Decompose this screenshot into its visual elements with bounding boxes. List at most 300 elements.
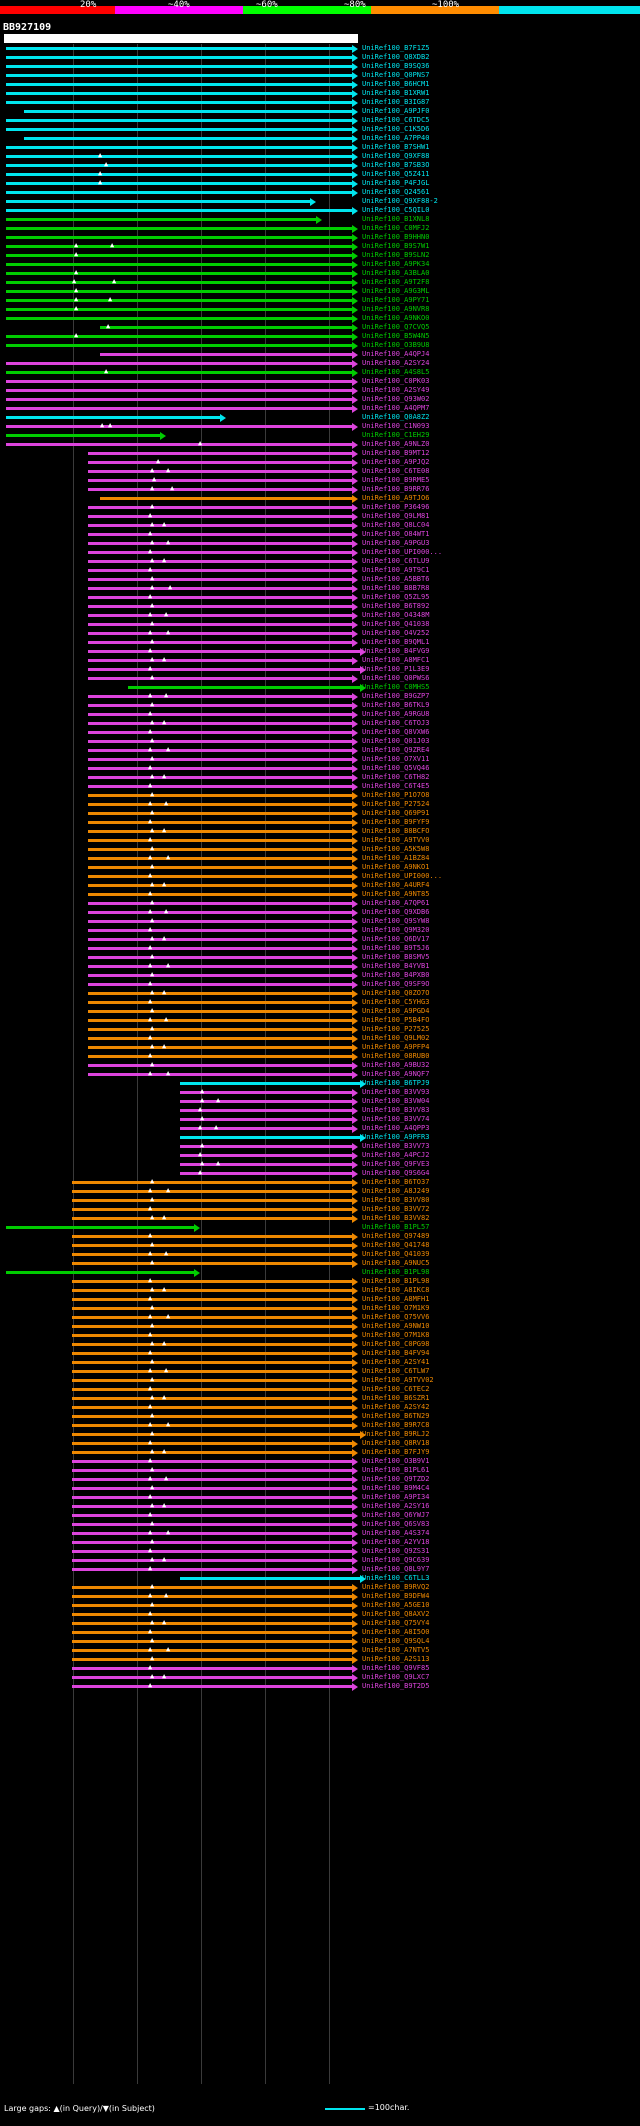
hit-row[interactable] xyxy=(0,1655,640,1664)
hit-row[interactable] xyxy=(0,1556,640,1565)
hit-row[interactable] xyxy=(0,1070,640,1079)
hit-label[interactable]: UniRef100_A9T9C1 xyxy=(362,566,430,574)
hit-label[interactable]: UniRef100_A4S374 xyxy=(362,1529,430,1537)
hit-row[interactable] xyxy=(0,71,640,80)
hit-row[interactable] xyxy=(0,1304,640,1313)
hit-label[interactable]: UniRef100_C6TDC5 xyxy=(362,116,430,124)
hit-label[interactable]: UniRef100_Q9SF9O xyxy=(362,980,430,988)
hit-row[interactable] xyxy=(0,152,640,161)
hit-label[interactable]: UniRef100_Q6DV17 xyxy=(362,935,430,943)
hit-row[interactable] xyxy=(0,1403,640,1412)
hit-label[interactable]: UniRef100_Q9SYW8 xyxy=(362,917,430,925)
hit-label[interactable]: UniRef100_Q9LXC7 xyxy=(362,1673,430,1681)
hit-row[interactable] xyxy=(0,1430,640,1439)
hit-label[interactable]: UniRef100_C6TE08 xyxy=(362,467,430,475)
hit-row[interactable] xyxy=(0,1187,640,1196)
hit-label[interactable]: UniRef100_A9TJO6 xyxy=(362,494,430,502)
hit-row[interactable] xyxy=(0,827,640,836)
hit-label[interactable]: UniRef100_A9NQF7 xyxy=(362,1070,430,1078)
hit-label[interactable]: UniRef100_B8BCFO xyxy=(362,827,430,835)
hit-row[interactable] xyxy=(0,1133,640,1142)
hit-row[interactable] xyxy=(0,1079,640,1088)
hit-row[interactable] xyxy=(0,161,640,170)
hit-label[interactable]: UniRef100_A7QP61 xyxy=(362,899,430,907)
hit-label[interactable]: UniRef100_A9NKO0 xyxy=(362,314,430,322)
hit-row[interactable] xyxy=(0,296,640,305)
hit-label[interactable]: UniRef100_O4348M xyxy=(362,611,430,619)
hit-label[interactable]: UniRef100_O3B9V1 xyxy=(362,1457,430,1465)
hit-label[interactable]: UniRef100_A4QPJ4 xyxy=(362,350,430,358)
hit-row[interactable] xyxy=(0,1034,640,1043)
hit-label[interactable]: UniRef100_Q8XDB2 xyxy=(362,53,430,61)
hit-row[interactable] xyxy=(0,557,640,566)
hit-label[interactable]: UniRef100_B6SZR1 xyxy=(362,1394,430,1402)
hit-label[interactable]: UniRef100_Q41039 xyxy=(362,1250,430,1258)
hit-row[interactable] xyxy=(0,1529,640,1538)
hit-row[interactable] xyxy=(0,323,640,332)
hit-label[interactable]: UniRef100_A2SY41 xyxy=(362,1358,430,1366)
hit-row[interactable] xyxy=(0,1394,640,1403)
hit-row[interactable] xyxy=(0,332,640,341)
hit-row[interactable] xyxy=(0,458,640,467)
hit-row[interactable] xyxy=(0,881,640,890)
hit-label[interactable]: UniRef100_B8B7R8 xyxy=(362,584,430,592)
hit-row[interactable] xyxy=(0,1475,640,1484)
hit-label[interactable]: UniRef100_B1PL61 xyxy=(362,1466,430,1474)
hit-row[interactable] xyxy=(0,953,640,962)
hit-row[interactable] xyxy=(0,1169,640,1178)
hit-label[interactable]: UniRef100_B3VW04 xyxy=(362,1097,430,1105)
hit-row[interactable] xyxy=(0,1583,640,1592)
hit-row[interactable] xyxy=(0,512,640,521)
hit-label[interactable]: UniRef100_A4QPP3 xyxy=(362,1124,430,1132)
hit-label[interactable]: UniRef100_O7XV11 xyxy=(362,755,430,763)
hit-row[interactable] xyxy=(0,1061,640,1070)
hit-label[interactable]: UniRef100_B8SMV5 xyxy=(362,953,430,961)
hit-label[interactable]: UniRef100_C0PG98 xyxy=(362,1340,430,1348)
hit-label[interactable]: UniRef100_Q8L9Y7 xyxy=(362,1565,430,1573)
hit-label[interactable]: UniRef100_Q0PNS7 xyxy=(362,71,430,79)
hit-label[interactable]: UniRef100_Q9M320 xyxy=(362,926,430,934)
hit-row[interactable] xyxy=(0,1367,640,1376)
hit-label[interactable]: UniRef100_C1N093 xyxy=(362,422,430,430)
hit-row[interactable] xyxy=(0,359,640,368)
hit-row[interactable] xyxy=(0,1511,640,1520)
hit-label[interactable]: UniRef100_Q41748 xyxy=(362,1241,430,1249)
hit-label[interactable]: UniRef100_B9T2D5 xyxy=(362,1682,430,1690)
hit-label[interactable]: UniRef100_C6TLU9 xyxy=(362,557,430,565)
hit-label[interactable]: UniRef100_Q93W02 xyxy=(362,395,430,403)
hit-label[interactable]: UniRef100_A9NVR8 xyxy=(362,305,430,313)
hit-label[interactable]: UniRef100_A5GE10 xyxy=(362,1601,430,1609)
hit-row[interactable] xyxy=(0,575,640,584)
hit-label[interactable]: UniRef100_Q5Z411 xyxy=(362,170,430,178)
hit-label[interactable]: UniRef100_B9FYF9 xyxy=(362,818,430,826)
hit-label[interactable]: UniRef100_Q75VY4 xyxy=(362,1619,430,1627)
hit-row[interactable] xyxy=(0,89,640,98)
hit-label[interactable]: UniRef100_B9RVQ2 xyxy=(362,1583,430,1591)
hit-label[interactable]: UniRef100_A8MFC1 xyxy=(362,656,430,664)
hit-row[interactable] xyxy=(0,1205,640,1214)
hit-row[interactable] xyxy=(0,188,640,197)
hit-row[interactable] xyxy=(0,899,640,908)
hit-row[interactable] xyxy=(0,1601,640,1610)
hit-label[interactable]: UniRef100_B1PL98 xyxy=(362,1277,430,1285)
hit-label[interactable]: UniRef100_A9NKO1 xyxy=(362,863,430,871)
hit-label[interactable]: UniRef100_P36496 xyxy=(362,503,430,511)
hit-row[interactable] xyxy=(0,449,640,458)
hit-label[interactable]: UniRef100_A2SY42 xyxy=(362,1403,430,1411)
hit-row[interactable] xyxy=(0,431,640,440)
hit-row[interactable] xyxy=(0,440,640,449)
hit-label[interactable]: UniRef100_Q69P91 xyxy=(362,809,430,817)
hit-label[interactable]: UniRef100_C5QIL0 xyxy=(362,206,430,214)
hit-row[interactable] xyxy=(0,908,640,917)
hit-label[interactable]: UniRef100_Q6YWJ7 xyxy=(362,1511,430,1519)
hit-row[interactable] xyxy=(0,1538,640,1547)
hit-row[interactable] xyxy=(0,1259,640,1268)
hit-row[interactable] xyxy=(0,935,640,944)
hit-label[interactable]: UniRef100_P4FJGL xyxy=(362,179,430,187)
hit-row[interactable] xyxy=(0,368,640,377)
hit-label[interactable]: UniRef100_A8IKC8 xyxy=(362,1286,430,1294)
hit-row[interactable] xyxy=(0,665,640,674)
hit-label[interactable]: UniRef100_C1K5D6 xyxy=(362,125,430,133)
hit-row[interactable] xyxy=(0,1124,640,1133)
hit-label[interactable]: UniRef100_B6HCM1 xyxy=(362,80,430,88)
hit-row[interactable] xyxy=(0,143,640,152)
hit-row[interactable] xyxy=(0,1277,640,1286)
hit-row[interactable] xyxy=(0,1097,640,1106)
hit-label[interactable]: UniRef100_B4PXB0 xyxy=(362,971,430,979)
hit-label[interactable]: UniRef100_A4PCJ2 xyxy=(362,1151,430,1159)
hit-row[interactable] xyxy=(0,1502,640,1511)
hit-row[interactable] xyxy=(0,467,640,476)
hit-label[interactable]: UniRef100_O84WT1 xyxy=(362,530,430,538)
hit-row[interactable] xyxy=(0,1547,640,1556)
hit-row[interactable] xyxy=(0,242,640,251)
hit-row[interactable] xyxy=(0,1673,640,1682)
hit-row[interactable] xyxy=(0,1610,640,1619)
hit-row[interactable] xyxy=(0,206,640,215)
hit-row[interactable] xyxy=(0,1448,640,1457)
hit-label[interactable]: UniRef100_A9PJQ2 xyxy=(362,458,430,466)
hit-label[interactable]: UniRef100_B1PL57 xyxy=(362,1223,430,1231)
hit-label[interactable]: UniRef100_C5YHG3 xyxy=(362,998,430,1006)
hit-label[interactable]: UniRef100_A2SY24 xyxy=(362,359,430,367)
hit-label[interactable]: UniRef100_A4S8L5 xyxy=(362,368,430,376)
hit-label[interactable]: UniRef100_Q9S6G4 xyxy=(362,1169,430,1177)
hit-label[interactable]: UniRef100_A9TVV02 xyxy=(362,1376,434,1384)
hit-label[interactable]: UniRef100_B3VV82 xyxy=(362,1214,430,1222)
hit-row[interactable] xyxy=(0,503,640,512)
hit-row[interactable] xyxy=(0,179,640,188)
hit-row[interactable] xyxy=(0,1286,640,1295)
hit-row[interactable] xyxy=(0,116,640,125)
hit-row[interactable] xyxy=(0,872,640,881)
hit-row[interactable] xyxy=(0,1250,640,1259)
hit-row[interactable] xyxy=(0,854,640,863)
hit-row[interactable] xyxy=(0,1016,640,1025)
hit-row[interactable] xyxy=(0,1106,640,1115)
hit-row[interactable] xyxy=(0,1241,640,1250)
hit-label[interactable]: UniRef100_Q9XF88-2 xyxy=(362,197,438,205)
hit-row[interactable] xyxy=(0,341,640,350)
hit-label[interactable]: UniRef100_Q9FVE3 xyxy=(362,1160,430,1168)
hit-label[interactable]: UniRef100_B3VV80 xyxy=(362,1196,430,1204)
hit-label[interactable]: UniRef100_UPI000... xyxy=(362,872,443,880)
hit-label[interactable]: UniRef100_Q7CVQ5 xyxy=(362,323,430,331)
hit-label[interactable]: UniRef100_C6TLL3 xyxy=(362,1574,430,1582)
hit-row[interactable] xyxy=(0,1439,640,1448)
hit-label[interactable]: UniRef100_B3VV74 xyxy=(362,1115,430,1123)
hit-label[interactable]: UniRef100_O7M1K9 xyxy=(362,1304,430,1312)
hit-row[interactable] xyxy=(0,719,640,728)
hit-row[interactable] xyxy=(0,1466,640,1475)
hit-label[interactable]: UniRef100_A9T2F8 xyxy=(362,278,430,286)
hit-label[interactable]: UniRef100_A9G3ML xyxy=(362,287,430,295)
hit-label[interactable]: UniRef100_A9PFR3 xyxy=(362,1133,430,1141)
hit-label[interactable]: UniRef100_A5BBT6 xyxy=(362,575,430,583)
hit-label[interactable]: UniRef100_B3VV83 xyxy=(362,1106,430,1114)
hit-row[interactable] xyxy=(0,611,640,620)
hit-row[interactable] xyxy=(0,944,640,953)
hit-label[interactable]: UniRef100_Q97489 xyxy=(362,1232,430,1240)
hit-label[interactable]: UniRef100_A2S113 xyxy=(362,1655,430,1663)
hit-label[interactable]: UniRef100_P27524 xyxy=(362,800,430,808)
hit-row[interactable] xyxy=(0,791,640,800)
hit-row[interactable] xyxy=(0,1637,640,1646)
hit-label[interactable]: UniRef100_B9RLJ2 xyxy=(362,1430,430,1438)
hit-label[interactable]: UniRef100_A4QPM7 xyxy=(362,404,430,412)
hit-row[interactable] xyxy=(0,845,640,854)
hit-row[interactable] xyxy=(0,1358,640,1367)
hit-row[interactable] xyxy=(0,962,640,971)
hit-label[interactable]: UniRef100_O4V252 xyxy=(362,629,430,637)
hit-row[interactable] xyxy=(0,548,640,557)
hit-row[interactable] xyxy=(0,305,640,314)
hit-label[interactable]: UniRef100_B6TN29 xyxy=(362,1412,430,1420)
hit-row[interactable] xyxy=(0,1385,640,1394)
hit-label[interactable]: UniRef100_A1BZ84 xyxy=(362,854,430,862)
hit-row[interactable] xyxy=(0,134,640,143)
hit-label[interactable]: UniRef100_A7NTV5 xyxy=(362,1646,430,1654)
hit-label[interactable]: UniRef100_B3VV73 xyxy=(362,1142,430,1150)
hit-label[interactable]: UniRef100_O3B9U8 xyxy=(362,341,430,349)
hit-label[interactable]: UniRef100_A2SY49 xyxy=(362,386,430,394)
hit-row[interactable] xyxy=(0,1520,640,1529)
hit-label[interactable]: UniRef100_B9R7C8 xyxy=(362,1421,430,1429)
hit-row[interactable] xyxy=(0,1151,640,1160)
hit-row[interactable] xyxy=(0,1682,640,1691)
hit-label[interactable]: UniRef100_A9NW10 xyxy=(362,1322,430,1330)
hit-label[interactable]: UniRef100_C1EH29 xyxy=(362,431,430,439)
hit-label[interactable]: UniRef100_Q0ZO7O xyxy=(362,989,430,997)
hit-label[interactable]: UniRef100_Q9SQL4 xyxy=(362,1637,430,1645)
hit-label[interactable]: UniRef100_A9PFP4 xyxy=(362,1043,430,1051)
hit-row[interactable] xyxy=(0,521,640,530)
hit-row[interactable] xyxy=(0,386,640,395)
hit-row[interactable] xyxy=(0,1493,640,1502)
hit-label[interactable]: UniRef100_A9BU32 xyxy=(362,1061,430,1069)
hit-label[interactable]: UniRef100_A9PY71 xyxy=(362,296,430,304)
hit-label[interactable]: UniRef100_P5B4FO xyxy=(362,1016,430,1024)
hit-label[interactable]: UniRef100_B6TO37 xyxy=(362,1178,430,1186)
hit-row[interactable] xyxy=(0,1592,640,1601)
hit-row[interactable] xyxy=(0,395,640,404)
hit-row[interactable] xyxy=(0,485,640,494)
hit-label[interactable]: UniRef100_C6T4E5 xyxy=(362,782,430,790)
hit-row[interactable] xyxy=(0,800,640,809)
hit-label[interactable]: UniRef100_B9RME5 xyxy=(362,476,430,484)
hit-row[interactable] xyxy=(0,44,640,53)
hit-row[interactable] xyxy=(0,728,640,737)
hit-row[interactable] xyxy=(0,314,640,323)
hit-row[interactable] xyxy=(0,566,640,575)
hit-label[interactable]: UniRef100_Q9C639 xyxy=(362,1556,430,1564)
hit-row[interactable] xyxy=(0,764,640,773)
hit-row[interactable] xyxy=(0,692,640,701)
hit-label[interactable]: UniRef100_P1O7O8 xyxy=(362,791,430,799)
hit-label[interactable]: UniRef100_Q9VF85 xyxy=(362,1664,430,1672)
hit-row[interactable] xyxy=(0,917,640,926)
hit-label[interactable]: UniRef100_B9M4C4 xyxy=(362,1484,430,1492)
hit-row[interactable] xyxy=(0,1322,640,1331)
hit-row[interactable] xyxy=(0,251,640,260)
hit-label[interactable]: UniRef100_B9GZP7 xyxy=(362,692,430,700)
hit-label[interactable]: UniRef100_C6TH82 xyxy=(362,773,430,781)
hit-row[interactable] xyxy=(0,602,640,611)
hit-row[interactable] xyxy=(0,836,640,845)
hit-row[interactable] xyxy=(0,1376,640,1385)
hit-label[interactable]: UniRef100_A9NLZ0 xyxy=(362,440,430,448)
hit-row[interactable] xyxy=(0,494,640,503)
hit-row[interactable] xyxy=(0,539,640,548)
hit-label[interactable]: UniRef100_B5W4N5 xyxy=(362,332,430,340)
hit-row[interactable] xyxy=(0,629,640,638)
hit-label[interactable]: UniRef100_A9PI34 xyxy=(362,1493,430,1501)
hit-label[interactable]: UniRef100_Q5ZL95 xyxy=(362,593,430,601)
hit-row[interactable] xyxy=(0,98,640,107)
hit-row[interactable] xyxy=(0,269,640,278)
hit-label[interactable]: UniRef100_A9PGD4 xyxy=(362,1007,430,1015)
hit-label[interactable]: UniRef100_B9S7W1 xyxy=(362,242,430,250)
hit-row[interactable] xyxy=(0,1457,640,1466)
hit-row[interactable] xyxy=(0,926,640,935)
hit-label[interactable]: UniRef100_Q9XDB6 xyxy=(362,908,430,916)
hit-row[interactable] xyxy=(0,998,640,1007)
hit-label[interactable]: UniRef100_P27525 xyxy=(362,1025,430,1033)
hit-row[interactable] xyxy=(0,755,640,764)
hit-row[interactable] xyxy=(0,215,640,224)
hit-row[interactable] xyxy=(0,620,640,629)
hit-label[interactable]: UniRef100_A9NUC5 xyxy=(362,1259,430,1267)
hit-row[interactable] xyxy=(0,701,640,710)
hit-row[interactable] xyxy=(0,224,640,233)
hit-label[interactable]: UniRef100_A9PGU3 xyxy=(362,539,430,547)
hit-label[interactable]: UniRef100_B1XNL8 xyxy=(362,215,430,223)
hit-row[interactable] xyxy=(0,1421,640,1430)
hit-row[interactable] xyxy=(0,683,640,692)
hit-label[interactable]: UniRef100_A4URF4 xyxy=(362,881,430,889)
hit-label[interactable]: UniRef100_B4FV94 xyxy=(362,1349,430,1357)
hit-row[interactable] xyxy=(0,413,640,422)
hit-row[interactable] xyxy=(0,1115,640,1124)
hit-label[interactable]: UniRef100_Q8LC04 xyxy=(362,521,430,529)
hit-label[interactable]: UniRef100_A9TVV0 xyxy=(362,836,430,844)
hit-row[interactable] xyxy=(0,197,640,206)
hit-row[interactable] xyxy=(0,980,640,989)
hit-row[interactable] xyxy=(0,80,640,89)
hit-label[interactable]: UniRef100_B9HHN0 xyxy=(362,233,430,241)
hit-row[interactable] xyxy=(0,377,640,386)
hit-row[interactable] xyxy=(0,1331,640,1340)
hit-row[interactable] xyxy=(0,1349,640,1358)
hit-label[interactable]: UniRef100_B7SB3O xyxy=(362,161,430,169)
hit-label[interactable]: UniRef100_P1L3E9 xyxy=(362,665,430,673)
hit-label[interactable]: UniRef100_B9SQ36 xyxy=(362,62,430,70)
hit-label[interactable]: UniRef100_B3VV93 xyxy=(362,1088,430,1096)
hit-label[interactable]: UniRef100_A3BLA0 xyxy=(362,269,430,277)
hit-row[interactable] xyxy=(0,1619,640,1628)
hit-label[interactable]: UniRef100_B9QML1 xyxy=(362,638,430,646)
hit-label[interactable]: UniRef100_A9RGU8 xyxy=(362,710,430,718)
hit-row[interactable] xyxy=(0,863,640,872)
hit-row[interactable] xyxy=(0,1178,640,1187)
hit-label[interactable]: UniRef100_A9PJF0 xyxy=(362,107,430,115)
hit-label[interactable]: UniRef100_A8I5O0 xyxy=(362,1628,430,1636)
hit-row[interactable] xyxy=(0,287,640,296)
hit-row[interactable] xyxy=(0,971,640,980)
hit-label[interactable]: UniRef100_B7F1Z5 xyxy=(362,44,430,52)
hit-row[interactable] xyxy=(0,278,640,287)
hit-row[interactable] xyxy=(0,107,640,116)
hit-label[interactable]: UniRef100_Q9LM02 xyxy=(362,1034,430,1042)
hit-row[interactable] xyxy=(0,233,640,242)
hit-label[interactable]: UniRef100_A7PP40 xyxy=(362,134,430,142)
hit-label[interactable]: UniRef100_B4FVG9 xyxy=(362,647,430,655)
hit-row[interactable] xyxy=(0,350,640,359)
hit-label[interactable]: UniRef100_B6T892 xyxy=(362,602,430,610)
hit-label[interactable]: UniRef100_C0PK03 xyxy=(362,377,430,385)
hit-label[interactable]: UniRef100_B4YVB1 xyxy=(362,962,430,970)
hit-row[interactable] xyxy=(0,1025,640,1034)
hit-label[interactable]: UniRef100_A2YV18 xyxy=(362,1538,430,1546)
hit-row[interactable] xyxy=(0,422,640,431)
hit-label[interactable]: UniRef100_C6TOJ3 xyxy=(362,719,430,727)
hit-row[interactable] xyxy=(0,989,640,998)
hit-row[interactable] xyxy=(0,1484,640,1493)
hit-label[interactable]: UniRef100_A8J249 xyxy=(362,1187,430,1195)
hit-label[interactable]: UniRef100_B6TPJ9 xyxy=(362,1079,430,1087)
hit-label[interactable]: UniRef100_A5K5W8 xyxy=(362,845,430,853)
hit-label[interactable]: UniRef100_Q75VV6 xyxy=(362,1313,430,1321)
hit-row[interactable] xyxy=(0,773,640,782)
hit-label[interactable]: UniRef100_B6TKL9 xyxy=(362,701,430,709)
hit-row[interactable] xyxy=(0,1142,640,1151)
hit-row[interactable] xyxy=(0,584,640,593)
hit-row[interactable] xyxy=(0,1268,640,1277)
hit-label[interactable]: UniRef100_C6TLW7 xyxy=(362,1367,430,1375)
hit-label[interactable]: UniRef100_Q9TZD2 xyxy=(362,1475,430,1483)
hit-row[interactable] xyxy=(0,1646,640,1655)
hit-label[interactable]: UniRef100_C0MHS5 xyxy=(362,683,430,691)
hit-label[interactable]: UniRef100_Q9LM81 xyxy=(362,512,430,520)
hit-label[interactable]: UniRef100_UPI000... xyxy=(362,548,443,556)
hit-label[interactable]: UniRef100_Q9ZS31 xyxy=(362,1547,430,1555)
hit-row[interactable] xyxy=(0,1295,640,1304)
hit-row[interactable] xyxy=(0,1232,640,1241)
